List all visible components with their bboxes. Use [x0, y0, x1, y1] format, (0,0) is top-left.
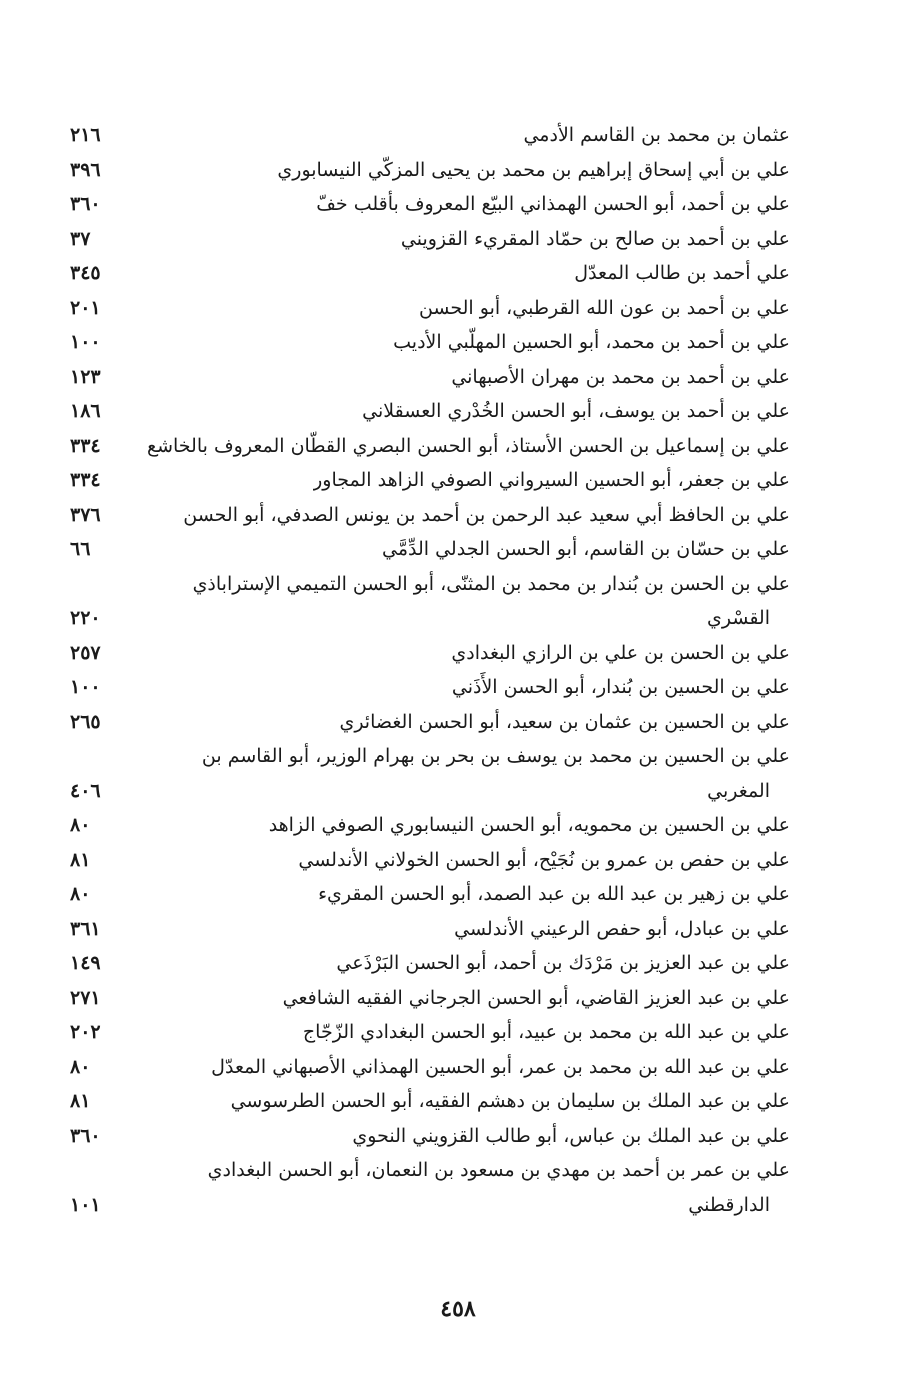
- index-entry: [70, 429, 790, 464]
- entry-page-number: ٨١: [70, 1090, 91, 1112]
- entry-page-number: ٣٦١: [70, 917, 101, 940]
- entry-name: علي بن أحمد بن يوسف، أبو الحسن الخُدْري العسقلاني: [362, 400, 790, 422]
- entry-page-number: ١٠٠: [70, 331, 101, 353]
- entry-name: المغربي: [707, 779, 770, 802]
- index-entry: [70, 705, 790, 740]
- index-entry: [70, 567, 790, 602]
- entry-name: علي بن عبد الله بن محمد بن عمر، أبو الحسين الهمذاني الأصبهاني المعدّل: [211, 1055, 790, 1078]
- entry-page-number: ١٨٦: [70, 400, 101, 422]
- entry-name: الدارقطني: [688, 1193, 770, 1216]
- index-entry: [70, 118, 790, 153]
- entry-page-number: ٨٠: [70, 1055, 91, 1078]
- entry-page-number: ٣٣٤: [70, 434, 101, 457]
- entry-name: علي بن أبي إسحاق إبراهيم بن محمد بن يحيى المزكّي النيسابوري: [277, 158, 790, 181]
- index-entry: [70, 1188, 790, 1223]
- entry-name: عثمان بن محمد بن القاسم الأدمي: [523, 124, 790, 146]
- entry-name: علي بن أحمد بن صالح بن حمّاد المقريء القزويني: [400, 227, 790, 250]
- index-entry: [70, 601, 790, 636]
- entry-name: علي بن حسّان بن القاسم، أبو الحسن الجدلي الدِّمَّي: [382, 538, 790, 560]
- index-entry: [70, 981, 790, 1016]
- entry-page-number: ٣٧٦: [70, 503, 101, 526]
- entry-page-number: ١٠١: [70, 1193, 101, 1216]
- entry-page-number: ٢٦٥: [70, 710, 101, 733]
- index-entry: [70, 843, 790, 878]
- index-entry: [70, 222, 790, 257]
- index-entry: [70, 187, 790, 222]
- entry-page-number: ٢٧١: [70, 986, 101, 1009]
- index-entry: [70, 1153, 790, 1188]
- entry-page-number: ٣٩٦: [70, 158, 101, 181]
- entry-page-number: ٢٥٧: [70, 641, 101, 664]
- entry-page-number: ٣٤٥: [70, 262, 101, 284]
- entry-page-number: ٤٠٦: [70, 779, 101, 802]
- index-entry: [70, 877, 790, 912]
- entry-page-number: ٢١٦: [70, 124, 101, 146]
- entry-name: علي بن الحسين بن محمويه، أبو الحسن النيسابوري الصوفي الزاهد: [268, 814, 790, 836]
- entry-page-number: ٨١: [70, 848, 91, 871]
- entry-name: علي بن الحسين بن عثمان بن سعيد، أبو الحسن الغضائري: [339, 710, 790, 733]
- entry-name: علي بن الحسن بن علي بن الرازي البغدادي: [451, 641, 790, 664]
- entry-page-number: ٢٠٢: [70, 1021, 101, 1043]
- index-entry: [70, 946, 790, 981]
- entry-name: علي بن أحمد بن محمد بن مهران الأصبهاني: [451, 365, 790, 388]
- entry-name: علي بن عبادل، أبو حفص الرعيني الأندلسي: [454, 917, 790, 940]
- entry-name: علي بن عبد الملك بن سليمان بن دهشم الفقيه، أبو الحسن الطرسوسي: [230, 1090, 790, 1112]
- index-entry: [70, 739, 790, 774]
- index-entry: [70, 912, 790, 947]
- index-entry: [70, 808, 790, 843]
- entry-name: علي بن جعفر، أبو الحسين السيرواني الصوفي الزاهد المجاور: [313, 469, 790, 491]
- entry-name: علي بن أحمد بن عون الله القرطبي، أبو الحسن: [418, 296, 790, 319]
- entry-name: علي بن عبد الله بن محمد بن عبيد، أبو الحسن البغدادي الزّجّاج: [302, 1021, 790, 1043]
- index-entry: [70, 360, 790, 395]
- entry-page-number: ١٠٠: [70, 676, 101, 698]
- index-entry: [70, 463, 790, 498]
- index-entry: [70, 532, 790, 567]
- index-entry: [70, 670, 790, 705]
- index-entry: [70, 774, 790, 809]
- index-entry: [70, 256, 790, 291]
- entry-name: علي بن الحافظ أبي سعيد عبد الرحمن بن أحمد بن يونس الصدفي، أبو الحسن: [183, 503, 790, 526]
- index-entry: [70, 1015, 790, 1050]
- entry-name: علي بن الحسين بن بُندار، أبو الحسن الأَذَني: [451, 676, 790, 698]
- entry-page-number: ٣٧: [70, 227, 91, 250]
- index-entry: [70, 394, 790, 429]
- entry-page-number: ٢٠١: [70, 296, 101, 319]
- index-entry: [70, 325, 790, 360]
- index-entry: [70, 1050, 790, 1085]
- entry-name: علي بن زهير بن عبد الله بن عبد الصمد، أبو الحسن المقريء: [318, 883, 790, 905]
- entry-page-number: ٣٦٠: [70, 1124, 101, 1147]
- entry-name: علي بن الحسين بن محمد بن يوسف بن بحر بن بهرام الوزير، أبو القاسم بن: [201, 745, 790, 767]
- entry-name: القسْري: [707, 607, 770, 629]
- page-number: ٤٥٨: [440, 1296, 476, 1322]
- entry-name: علي بن إسماعيل بن الحسن الأستاذ، أبو الحسن البصري القطّان المعروف بالخاشع: [146, 434, 790, 457]
- index-entry: [70, 291, 790, 326]
- index-entry: [70, 1084, 790, 1119]
- index-entry: [70, 1119, 790, 1154]
- entry-page-number: ٨٠: [70, 883, 91, 905]
- entry-name: علي بن حفص بن عمرو بن نُجَيْح، أبو الحسن الخولاني الأندلسي: [298, 848, 790, 871]
- entry-page-number: ٨٠: [70, 814, 91, 836]
- entry-name: علي بن عبد العزيز بن مَرْدَك بن أحمد، أبو الحسن البَرْذَعي: [336, 952, 790, 974]
- index-entries-list: [70, 118, 790, 1222]
- entry-name: علي بن أحمد، أبو الحسن الهمذاني البيّع المعروف بأقلب خفّ: [316, 193, 790, 215]
- entry-name: علي بن عبد الملك بن عباس، أبو طالب القزويني النحوي: [352, 1124, 790, 1147]
- entry-page-number: ٦٦: [70, 538, 91, 560]
- entry-page-number: ٣٦٠: [70, 193, 101, 215]
- index-entry: [70, 498, 790, 533]
- index-entry: [70, 153, 790, 188]
- entry-name: علي بن أحمد بن محمد، أبو الحسين المهلّبي الأديب: [393, 331, 790, 353]
- entry-name: علي أحمد بن طالب المعدّل: [574, 262, 790, 284]
- entry-page-number: ١٤٩: [70, 952, 101, 974]
- entry-name: علي بن عمر بن أحمد بن مهدي بن مسعود بن النعمان، أبو الحسن البغدادي: [207, 1159, 790, 1181]
- index-entry: [70, 636, 790, 671]
- entry-name: علي بن عبد العزيز القاضي، أبو الحسن الجرجاني الفقيه الشافعي: [282, 986, 790, 1009]
- entry-page-number: ١٢٣: [70, 365, 101, 388]
- entry-page-number: ٣٣٤: [70, 469, 101, 491]
- entry-page-number: ٢٢٠: [70, 607, 101, 629]
- entry-name: علي بن الحسن بن بُندار بن محمد بن المثنّى، أبو الحسن التميمي الإستراباذي: [192, 572, 790, 595]
